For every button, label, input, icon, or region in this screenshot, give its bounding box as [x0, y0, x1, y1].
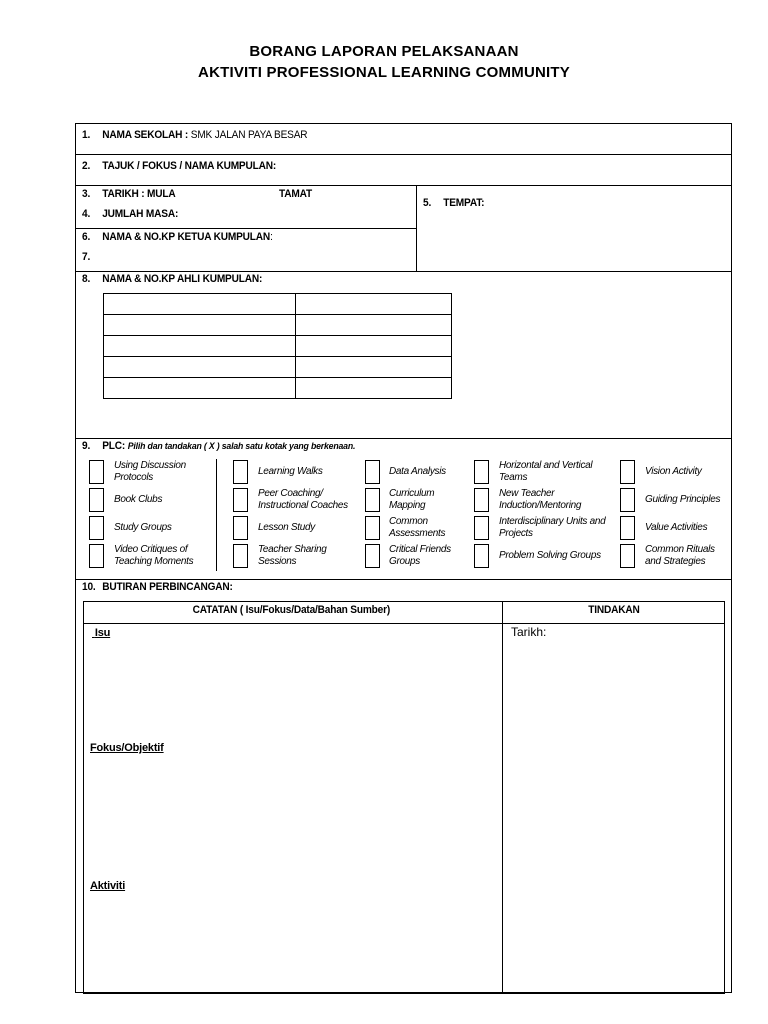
- plc-checkbox[interactable]: [620, 488, 635, 512]
- plc-checkbox[interactable]: [474, 488, 489, 512]
- field-plc: 9. PLC: Pilih dan tandakan ( X ) salah satu kotak yang berkenaan.: [82, 440, 356, 452]
- field-ahli-kumpulan: 8. NAMA & NO.KP AHLI KUMPULAN:: [82, 273, 263, 285]
- plc-option-label: Data Analysis: [389, 465, 446, 477]
- plc-option-label: Critical Friends Groups: [389, 543, 451, 567]
- plc-checkbox[interactable]: [365, 460, 380, 484]
- plc-option-label: Vision Activity: [645, 465, 702, 477]
- plc-checkbox[interactable]: [620, 544, 635, 568]
- plc-checkbox[interactable]: [233, 460, 248, 484]
- members-table: [103, 293, 452, 399]
- plc-option-label: Using Discussion Protocols: [114, 459, 186, 483]
- plc-checkbox[interactable]: [233, 544, 248, 568]
- isu-heading[interactable]: Isu: [94, 627, 111, 639]
- plc-checkbox[interactable]: [365, 544, 380, 568]
- tarikh-label[interactable]: Tarikh:: [511, 625, 547, 639]
- field-7[interactable]: 7.: [82, 251, 91, 263]
- member-name-cell[interactable]: [104, 378, 296, 399]
- field-tajuk[interactable]: 2. TAJUK / FOKUS / NAMA KUMPULAN:: [82, 160, 277, 172]
- plc-option-label: Interdisciplinary Units and Projects: [499, 515, 606, 539]
- plc-option-label: New Teacher Induction/Mentoring: [499, 487, 582, 511]
- field-tempat[interactable]: 5. TEMPAT:: [423, 197, 485, 209]
- field-butiran: 10. BUTIRAN PERBINCANGAN:: [82, 581, 233, 593]
- table-row: [104, 315, 452, 336]
- form-title-line1: BORANG LAPORAN PELAKSANAAN: [249, 43, 519, 60]
- plc-checkbox[interactable]: [365, 516, 380, 540]
- plc-option-label: Peer Coaching/ Instructional Coaches: [258, 487, 348, 511]
- field-jumlah-masa[interactable]: 4. JUMLAH MASA:: [82, 208, 179, 220]
- plc-checkbox[interactable]: [474, 460, 489, 484]
- fokus-heading[interactable]: Fokus/Objektif: [90, 742, 164, 754]
- member-name-cell[interactable]: [104, 294, 296, 315]
- form-title-line2: AKTIVITI PROFESSIONAL LEARNING COMMUNITY: [198, 64, 570, 81]
- divider: [502, 602, 503, 993]
- plc-checkbox[interactable]: [474, 516, 489, 540]
- aktiviti-heading[interactable]: Aktiviti: [90, 880, 126, 892]
- member-kp-cell[interactable]: [296, 315, 452, 336]
- plc-option-label: Common Assessments: [389, 515, 446, 539]
- plc-option-label: Book Clubs: [114, 493, 163, 505]
- field-nama-sekolah: 1. NAMA SEKOLAH : SMK JALAN PAYA BESAR: [82, 129, 308, 141]
- plc-checkbox[interactable]: [89, 488, 104, 512]
- divider: [76, 154, 731, 155]
- field-tarikh[interactable]: 3. TARIKH : MULA: [82, 188, 176, 200]
- plc-checkbox[interactable]: [233, 516, 248, 540]
- divider: [216, 459, 217, 571]
- plc-option-label: Teacher Sharing Sessions: [258, 543, 327, 567]
- table-row: [104, 378, 452, 399]
- field-ketua-kumpulan[interactable]: 6. NAMA & NO.KP KETUA KUMPULAN:: [82, 231, 273, 243]
- plc-option-label: Common Rituals and Strategies: [645, 543, 715, 567]
- report-form: [75, 123, 732, 993]
- plc-option-label: Study Groups: [114, 521, 172, 533]
- tindakan-header: TINDAKAN: [588, 604, 640, 616]
- divider: [76, 271, 731, 272]
- divider: [416, 185, 417, 271]
- plc-checkbox[interactable]: [233, 488, 248, 512]
- plc-checkbox[interactable]: [620, 460, 635, 484]
- plc-checkbox[interactable]: [89, 516, 104, 540]
- catatan-header: CATATAN ( Isu/Fokus/Data/Bahan Sumber): [192, 604, 391, 616]
- member-name-cell[interactable]: [104, 315, 296, 336]
- plc-checkbox[interactable]: [365, 488, 380, 512]
- member-kp-cell[interactable]: [296, 336, 452, 357]
- plc-checkbox[interactable]: [474, 544, 489, 568]
- plc-option-label: Learning Walks: [258, 465, 323, 477]
- divider: [76, 579, 731, 580]
- plc-checkbox[interactable]: [89, 544, 104, 568]
- plc-option-label: Guiding Principles: [645, 493, 721, 505]
- discussion-table: [83, 601, 725, 994]
- nama-sekolah-value[interactable]: SMK JALAN PAYA BESAR: [190, 129, 308, 141]
- plc-checkbox[interactable]: [620, 516, 635, 540]
- divider: [76, 438, 731, 439]
- divider: [76, 228, 416, 229]
- member-kp-cell[interactable]: [296, 294, 452, 315]
- table-row: [104, 357, 452, 378]
- divider: [76, 185, 731, 186]
- plc-option-label: Value Activities: [645, 521, 708, 533]
- member-name-cell[interactable]: [104, 336, 296, 357]
- member-kp-cell[interactable]: [296, 357, 452, 378]
- field-tamat[interactable]: TAMAT: [279, 188, 312, 200]
- table-row: [104, 294, 452, 315]
- plc-option-label: Problem Solving Groups: [499, 549, 601, 561]
- plc-option-label: Video Critiques of Teaching Moments: [114, 543, 194, 567]
- plc-option-label: Horizontal and Vertical Teams: [499, 459, 593, 483]
- divider: [84, 623, 724, 624]
- plc-option-label: Lesson Study: [258, 521, 315, 533]
- plc-checkbox[interactable]: [89, 460, 104, 484]
- member-name-cell[interactable]: [104, 357, 296, 378]
- table-row: [104, 336, 452, 357]
- plc-option-label: Curriculum Mapping: [389, 487, 435, 511]
- member-kp-cell[interactable]: [296, 378, 452, 399]
